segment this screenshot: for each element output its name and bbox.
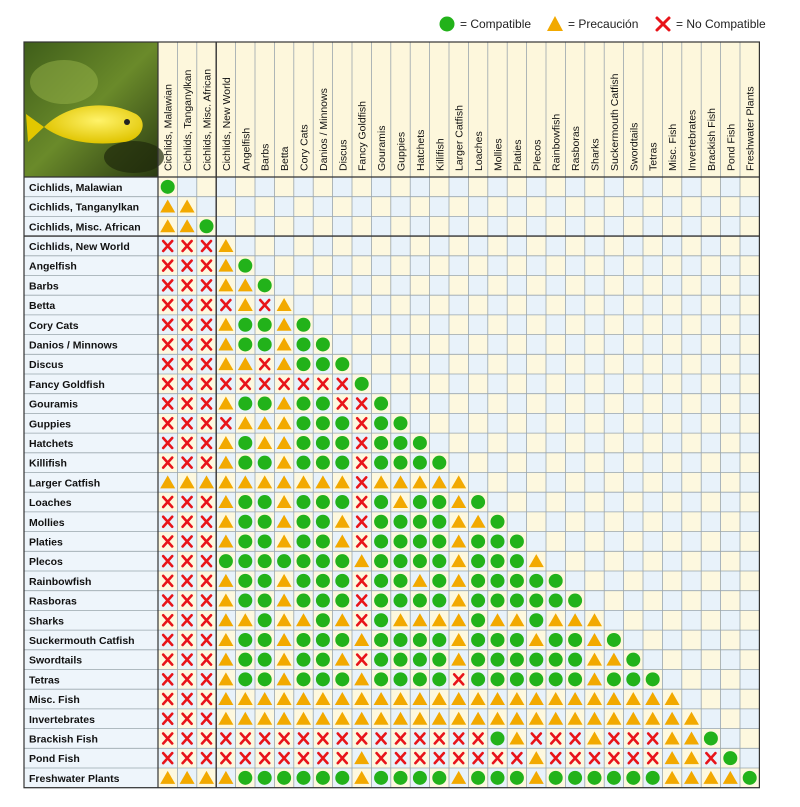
compatible-mark: [258, 278, 272, 292]
compatible-mark: [413, 653, 427, 667]
compatible-mark: [374, 416, 388, 430]
column-header: Misc. Fish: [667, 123, 680, 171]
row-label: Platies: [29, 536, 63, 549]
column-header: Cichlids, Tanganylkan: [182, 69, 195, 171]
compatible-mark: [316, 594, 330, 608]
compatible-mark: [471, 613, 485, 627]
compatible-mark: [413, 436, 427, 450]
compatible-mark: [316, 633, 330, 647]
compatible-mark: [510, 653, 524, 667]
row-label: Cichlids, Tanganylkan: [29, 201, 140, 214]
column-header: Platies: [511, 139, 524, 171]
compatible-mark: [607, 771, 621, 785]
compatible-mark: [394, 771, 408, 785]
compatible-mark: [626, 771, 640, 785]
row-label: Fancy Goldfish: [29, 378, 105, 391]
compatible-mark: [432, 633, 446, 647]
compatible-mark: [510, 672, 524, 686]
compatible-mark: [568, 771, 582, 785]
compatible-mark: [258, 574, 272, 588]
compatible-mark: [316, 456, 330, 470]
compatible-mark: [432, 594, 446, 608]
compatible-mark: [297, 633, 311, 647]
compatible-mark: [413, 515, 427, 529]
compatible-mark: [277, 771, 291, 785]
row-label: Plecos: [29, 556, 63, 569]
yellow-cichlid-photo-icon: [24, 42, 164, 177]
compatible-mark: [568, 594, 582, 608]
compatible-mark: [374, 397, 388, 411]
row-label: Tetras: [29, 674, 60, 687]
compatible-mark: [238, 318, 252, 332]
compatible-mark: [316, 397, 330, 411]
compatible-mark: [238, 515, 252, 529]
compatible-mark: [238, 495, 252, 509]
row-label: Angelfish: [29, 260, 77, 273]
compatible-mark: [626, 672, 640, 686]
compatible-mark: [161, 180, 175, 194]
compatible-mark: [238, 397, 252, 411]
row-label: Killifish: [29, 457, 67, 470]
compatible-mark: [491, 534, 505, 548]
compatible-mark: [743, 771, 757, 785]
column-header: Killifish: [434, 138, 447, 171]
compatible-mark: [258, 495, 272, 509]
compatible-mark: [394, 633, 408, 647]
column-header: Freshwater Plants: [744, 86, 757, 171]
compatible-mark: [316, 534, 330, 548]
compatible-mark: [258, 318, 272, 332]
column-header: Cichlids, New World: [220, 77, 233, 171]
compatible-mark: [394, 416, 408, 430]
compatible-mark: [394, 436, 408, 450]
legend-compatible-label: = Compatible: [460, 17, 532, 31]
compatible-mark: [394, 515, 408, 529]
column-header: Cory Cats: [298, 124, 311, 171]
compatible-mark: [335, 495, 349, 509]
compatible-mark: [335, 416, 349, 430]
compatible-mark: [568, 672, 582, 686]
compatible-mark: [374, 653, 388, 667]
compatible-mark: [529, 574, 543, 588]
compatible-mark: [374, 436, 388, 450]
row-label: Cory Cats: [29, 319, 79, 332]
compatible-mark: [374, 771, 388, 785]
row-label: Danios / Minnows: [29, 339, 118, 352]
compatible-mark: [432, 554, 446, 568]
column-header: Pond Fish: [725, 123, 738, 171]
compatible-mark: [238, 594, 252, 608]
compatible-mark: [394, 534, 408, 548]
compatible-mark: [471, 771, 485, 785]
compatible-mark: [297, 337, 311, 351]
compatible-mark: [316, 416, 330, 430]
compatible-mark: [626, 653, 640, 667]
compatible-mark: [394, 456, 408, 470]
compatible-mark: [258, 613, 272, 627]
compatible-mark: [335, 672, 349, 686]
row-label: Larger Catfish: [29, 477, 101, 490]
compatible-mark: [510, 534, 524, 548]
compatible-mark: [297, 515, 311, 529]
compatible-mark: [413, 554, 427, 568]
compatible-mark: [335, 436, 349, 450]
compatible-mark: [374, 672, 388, 686]
compatible-mark: [258, 515, 272, 529]
compatible-mark: [374, 613, 388, 627]
compatible-mark: [297, 416, 311, 430]
compatible-mark: [316, 337, 330, 351]
compatible-mark: [297, 495, 311, 509]
compatible-mark: [258, 672, 272, 686]
column-header: Larger Catfish: [453, 105, 466, 171]
compatible-mark: [277, 554, 291, 568]
compatible-mark: [374, 534, 388, 548]
compatible-mark: [491, 574, 505, 588]
compatible-mark: [258, 594, 272, 608]
row-label: Barbs: [29, 280, 59, 293]
compatible-mark: [413, 495, 427, 509]
compatible-mark: [355, 377, 369, 391]
compatible-mark: [568, 633, 582, 647]
compatible-mark: [394, 574, 408, 588]
legend-incompatible-label: = No Compatible: [676, 17, 766, 31]
compatible-mark: [238, 554, 252, 568]
row-label: Loaches: [29, 497, 72, 510]
compatible-mark: [335, 554, 349, 568]
compatible-mark: [529, 594, 543, 608]
compatible-mark: [297, 672, 311, 686]
compatible-mark: [646, 672, 660, 686]
compatible-mark: [529, 672, 543, 686]
compatible-mark: [607, 672, 621, 686]
compatible-mark: [335, 633, 349, 647]
compatible-mark: [238, 574, 252, 588]
compatible-mark: [238, 337, 252, 351]
row-label: Gouramis: [29, 398, 79, 411]
compatible-mark: [432, 495, 446, 509]
compatible-mark: [510, 771, 524, 785]
compatible-mark: [297, 534, 311, 548]
compatible-mark: [413, 594, 427, 608]
column-header: Fancy Goldfish: [356, 100, 369, 171]
compatible-mark: [297, 318, 311, 332]
column-header: Angelfish: [240, 127, 253, 171]
compatible-mark: [258, 456, 272, 470]
compatible-mark: [258, 337, 272, 351]
compatible-mark: [297, 456, 311, 470]
compatible-mark: [297, 357, 311, 371]
legend-caution-label: = Precaución: [568, 17, 639, 31]
column-header: Cichlids, Malawian: [162, 84, 175, 171]
compatible-mark: [238, 436, 252, 450]
compatible-mark: [394, 594, 408, 608]
compatible-mark: [238, 771, 252, 785]
compatible-mark: [258, 534, 272, 548]
row-label: Guppies: [29, 418, 72, 431]
compatible-mark: [704, 731, 718, 745]
row-label: Cichlids, Misc. African: [29, 221, 141, 234]
compatible-mark: [471, 633, 485, 647]
compatible-mark: [316, 495, 330, 509]
row-label: Sharks: [29, 615, 65, 628]
compatible-mark: [297, 574, 311, 588]
column-header: Mollies: [492, 138, 505, 171]
compatible-mark: [316, 613, 330, 627]
compatible-mark: [471, 534, 485, 548]
row-label: Discus: [29, 359, 64, 372]
compatible-mark: [471, 653, 485, 667]
row-label: Mollies: [29, 516, 65, 529]
compatible-mark: [394, 554, 408, 568]
row-label: Misc. Fish: [29, 694, 80, 707]
column-header: Tetras: [647, 142, 660, 171]
compatible-mark: [413, 633, 427, 647]
column-header: Swordtails: [628, 122, 641, 171]
compatible-mark: [374, 594, 388, 608]
compatible-mark: [549, 594, 563, 608]
compatible-mark: [432, 574, 446, 588]
row-label: Betta: [29, 300, 56, 313]
compatible-mark: [316, 436, 330, 450]
compatible-mark: [510, 633, 524, 647]
compatible-mark: [297, 436, 311, 450]
row-label: Invertebrates: [29, 713, 95, 726]
compatible-mark: [723, 751, 737, 765]
compatible-mark: [394, 653, 408, 667]
compatible-mark: [258, 554, 272, 568]
compatible-mark: [491, 672, 505, 686]
compatible-mark: [529, 613, 543, 627]
column-header: Rainbowfish: [550, 113, 563, 171]
compatible-mark: [491, 554, 505, 568]
compatible-mark: [297, 594, 311, 608]
compatible-mark: [374, 515, 388, 529]
compatible-mark: [238, 259, 252, 273]
compatible-mark: [316, 653, 330, 667]
compatible-mark: [491, 633, 505, 647]
row-label: Freshwater Plants: [29, 772, 120, 785]
row-label: Suckermouth Catfish: [29, 634, 135, 647]
column-header: Sharks: [589, 138, 602, 171]
column-header: Suckermouth Catfish: [608, 73, 621, 171]
compatible-mark: [413, 456, 427, 470]
compatible-mark: [238, 534, 252, 548]
compatible-mark: [491, 653, 505, 667]
compatible-mark: [588, 771, 602, 785]
column-header: Barbs: [259, 143, 272, 171]
compatible-mark: [491, 771, 505, 785]
compatible-mark: [510, 554, 524, 568]
row-label: Cichlids, New World: [29, 240, 130, 253]
compatible-mark: [607, 633, 621, 647]
compatible-mark: [297, 554, 311, 568]
row-label: Rainbowfish: [29, 575, 92, 588]
compatible-mark: [316, 515, 330, 529]
column-header: Gouramis: [376, 125, 389, 171]
compatible-mark: [258, 771, 272, 785]
compatible-mark: [646, 771, 660, 785]
compatible-mark: [549, 633, 563, 647]
column-header: Betta: [279, 146, 292, 171]
compatible-mark: [238, 633, 252, 647]
compatible-mark: [413, 771, 427, 785]
compatible-mark: [335, 456, 349, 470]
compatible-mark: [335, 357, 349, 371]
row-label: Swordtails: [29, 654, 83, 667]
compatible-mark: [491, 515, 505, 529]
column-header: Discus: [337, 139, 350, 171]
row-label: Pond Fish: [29, 753, 80, 766]
compatible-mark: [335, 574, 349, 588]
compatible-mark: [432, 771, 446, 785]
compatible-mark: [316, 357, 330, 371]
compatible-mark: [510, 574, 524, 588]
compatible-mark: [491, 594, 505, 608]
compatible-mark: [549, 672, 563, 686]
compatible-mark: [549, 653, 563, 667]
compatible-mark: [432, 534, 446, 548]
row-label: Hatchets: [29, 437, 74, 450]
compatible-mark: [297, 397, 311, 411]
compatible-mark: [471, 574, 485, 588]
column-header: Invertebrates: [686, 109, 699, 171]
compatible-mark: [491, 731, 505, 745]
compatible-mark: [374, 554, 388, 568]
compatible-mark: [316, 672, 330, 686]
compatible-mark: [394, 672, 408, 686]
compatible-mark: [549, 771, 563, 785]
compatible-mark: [335, 594, 349, 608]
column-header: Cichlids, Misc. African: [201, 68, 214, 171]
compatible-mark: [568, 653, 582, 667]
column-header: Loaches: [473, 131, 486, 171]
compatible-mark: [238, 672, 252, 686]
compatible-mark: [200, 219, 214, 233]
compatible-mark: [413, 672, 427, 686]
column-header: Brackish Fish: [705, 107, 718, 171]
compatible-mark: [432, 653, 446, 667]
column-header: Hatchets: [414, 129, 427, 171]
column-header: Guppies: [395, 131, 408, 171]
compatible-mark: [335, 771, 349, 785]
compatible-mark: [258, 397, 272, 411]
column-header: Plecos: [531, 139, 544, 171]
compatible-mark: [471, 594, 485, 608]
compatible-mark: [238, 653, 252, 667]
compatible-mark: [374, 633, 388, 647]
compatible-mark: [549, 574, 563, 588]
row-label: Cichlids, Malawian: [29, 181, 123, 194]
compatible-mark: [297, 653, 311, 667]
compatible-mark: [374, 495, 388, 509]
compatible-mark: [258, 633, 272, 647]
compatible-mark: [471, 495, 485, 509]
compatible-mark: [432, 672, 446, 686]
compatible-mark: [238, 456, 252, 470]
compatible-mark: [316, 554, 330, 568]
compatible-mark: [510, 594, 524, 608]
compatible-mark: [413, 534, 427, 548]
compatible-mark: [432, 456, 446, 470]
column-header: Rasboras: [570, 126, 583, 171]
compatible-mark: [471, 672, 485, 686]
row-label: Brackish Fish: [29, 733, 98, 746]
compatible-mark: [297, 771, 311, 785]
compatible-mark: [432, 515, 446, 529]
compatible-mark: [471, 554, 485, 568]
compatible-mark: [258, 653, 272, 667]
compatible-mark: [316, 771, 330, 785]
compatible-mark: [219, 554, 233, 568]
compatible-mark: [316, 574, 330, 588]
compatible-mark: [374, 456, 388, 470]
column-header: Danios / Minnows: [317, 88, 330, 171]
compatible-mark: [374, 574, 388, 588]
compatible-mark: [529, 653, 543, 667]
row-label: Rasboras: [29, 595, 77, 608]
